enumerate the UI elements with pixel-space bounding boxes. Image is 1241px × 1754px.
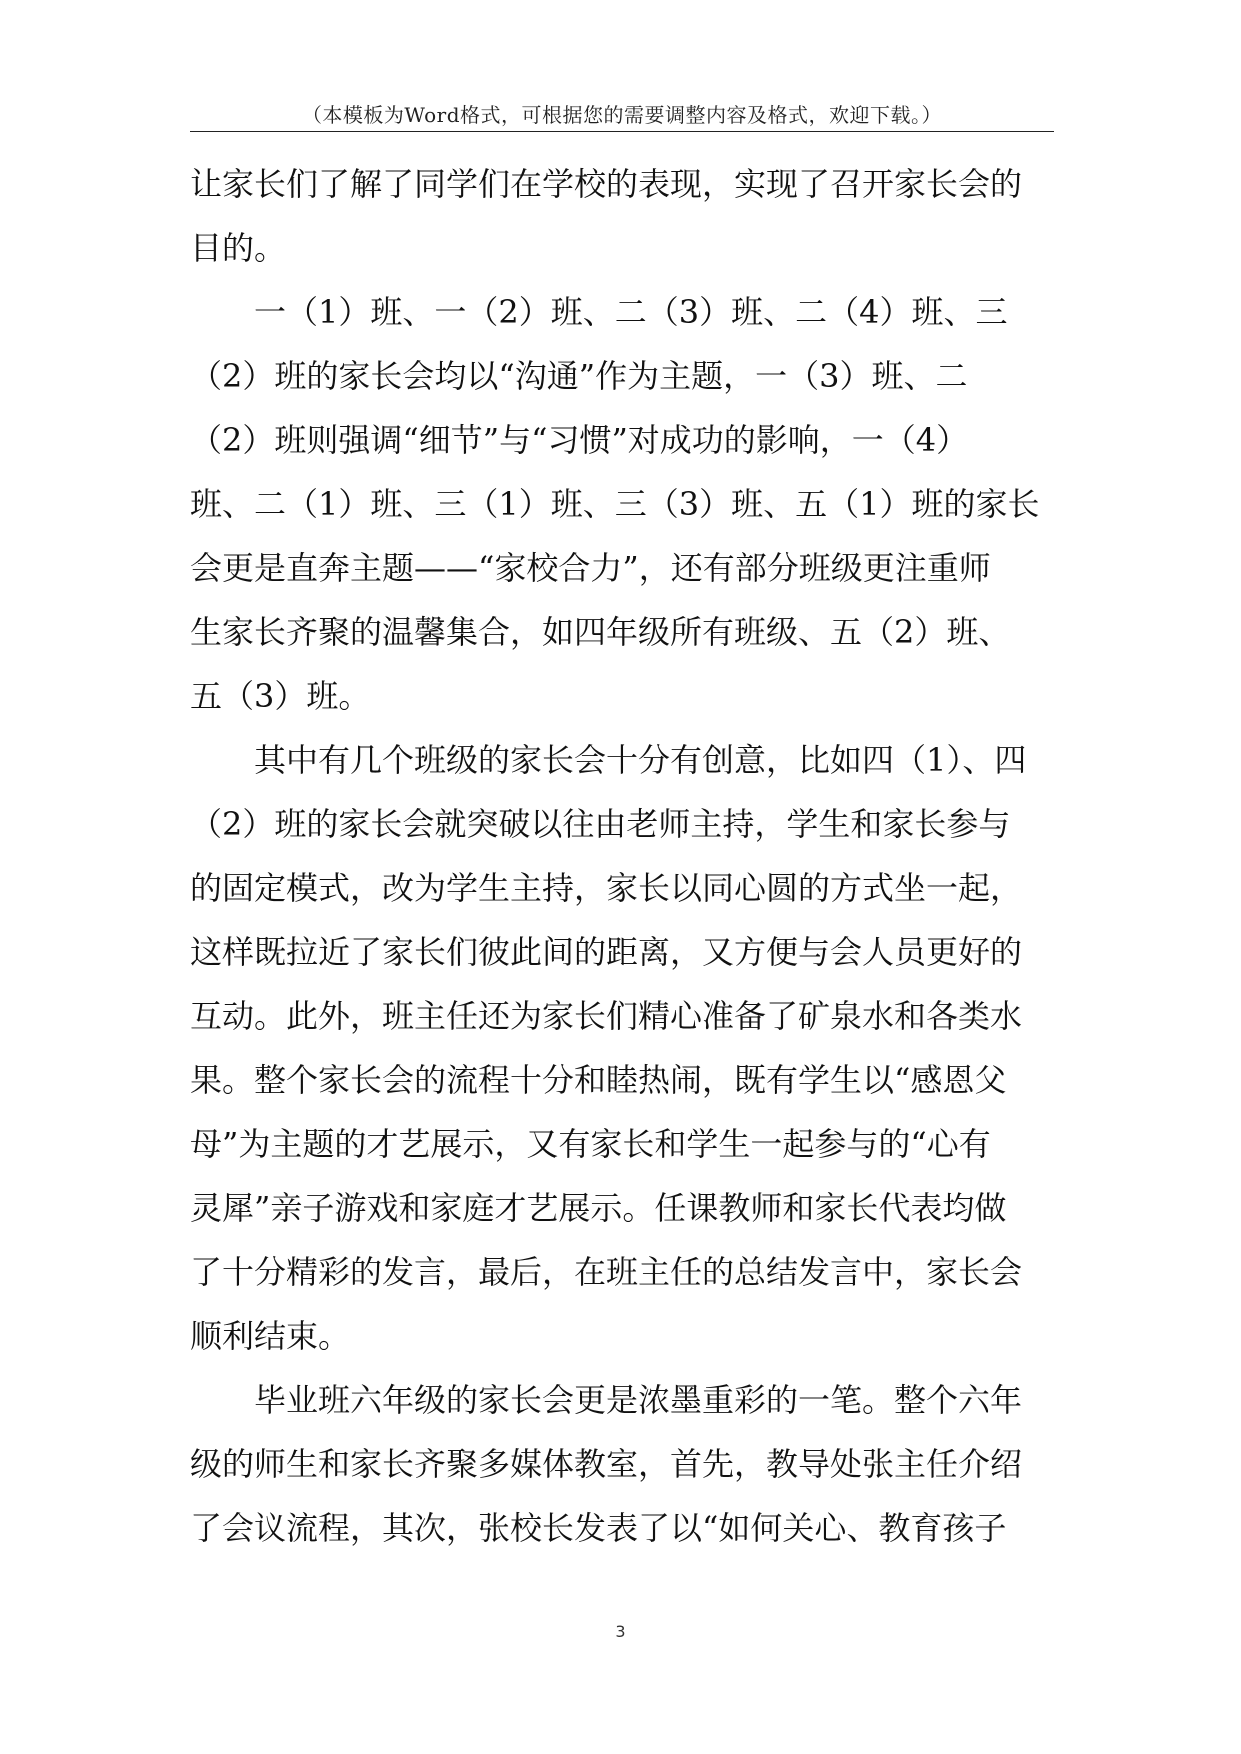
paragraph-start-line: 毕业班六年级的家长会更是浓墨重彩的一笔。整个六年 [254,1381,1023,1419]
text-line: （2）班的家长会均以“沟通”作为主题，一（3）班、二 [190,357,968,395]
document-body [190,152,1054,1560]
text-line: 母”为主题的才艺展示，又有家长和学生一起参与的“心有 [190,1125,991,1163]
text-line: 五（3）班。 [190,677,371,715]
text-line: 级的师生和家长齐聚多媒体教室，首先，教导处张主任介绍 [190,1445,1023,1483]
text-line: 果。整个家长会的流程十分和睦热闹，既有学生以“感恩父 [190,1061,1007,1099]
text-line: 让家长们了解了同学们在学校的表现，实现了召开家长会的 [190,165,1023,203]
page-number: 3 [615,1622,626,1641]
paragraph-start-line: 一（1）班、一（2）班、二（3）班、二（4）班、三 [254,293,1008,331]
text-line: （2）班的家长会就突破以往由老师主持，学生和家长参与 [190,805,1011,843]
header-note: （本模板为Word格式，可根据您的需要调整内容及格式，欢迎下载。） [301,103,943,127]
text-line: 这样既拉近了家长们彼此间的距离，又方便与会人员更好的 [190,933,1023,971]
header-divider [190,131,1054,132]
text-line: （2）班则强调“细节”与“习惯”对成功的影响，一（4） [190,421,969,459]
text-line: 会更是直奔主题——“家校合力”，还有部分班级更注重师 [190,549,991,587]
text-line: 班、二（1）班、三（1）班、三（3）班、五（1）班的家长 [190,485,1040,523]
text-line: 目的。 [190,229,287,267]
text-line: 灵犀”亲子游戏和家庭才艺展示。任课教师和家长代表均做 [190,1189,1007,1227]
text-line: 了十分精彩的发言，最后，在班主任的总结发言中，家长会 [190,1253,1023,1291]
text-line: 了会议流程，其次，张校长发表了以“如何关心、教育孩子 [190,1509,1007,1547]
text-line: 顺利结束。 [190,1317,351,1355]
text-line: 互动。此外，班主任还为家长们精心准备了矿泉水和各类水 [190,997,1023,1035]
text-line: 生家长齐聚的温馨集合，如四年级所有班级、五（2）班、 [190,613,1011,651]
text-line: 的固定模式，改为学生主持，家长以同心圆的方式坐一起， [190,869,1023,907]
paragraph-start-line: 其中有几个班级的家长会十分有创意，比如四（1）、四 [254,741,1027,779]
